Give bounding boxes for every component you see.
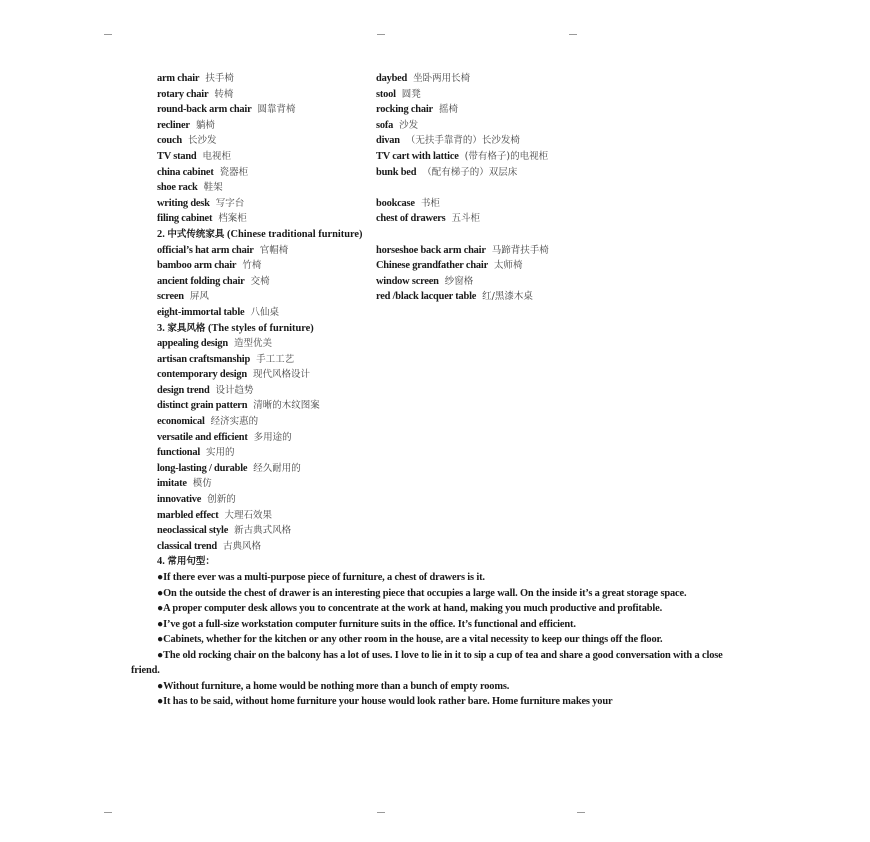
term-zh: 八仙桌 — [250, 306, 279, 318]
vocab-row — [157, 289, 757, 305]
example-sentence: ●If there ever was a multi-purpose piece of furniture, a chest of drawers is it. — [157, 572, 485, 583]
term-en: imitate — [157, 478, 187, 490]
vocab-row — [157, 102, 757, 118]
term-zh: 马蹄背扶手椅 — [491, 244, 549, 256]
vocab-row — [157, 461, 757, 477]
term-zh: 纱窗格 — [444, 275, 474, 287]
term-zh: 屏风 — [189, 291, 209, 303]
vocab-row — [157, 243, 757, 259]
term-zh: 长沙发 — [187, 135, 217, 147]
example-sentence: ●Cabinets, whether for the kitchen or any other room in the house, are a vital necessity to keep our things off the floor. — [157, 634, 663, 645]
term-en: shoe rack — [157, 182, 198, 194]
section-number: 4. — [157, 556, 165, 568]
term-zh: 沙发 — [399, 119, 419, 131]
term-en: round-back arm chair — [157, 104, 252, 116]
term-en: distinct grain pattern — [157, 400, 248, 412]
term-en: design trend — [157, 384, 210, 396]
term-zh: 清晰的木纹图案 — [253, 400, 320, 412]
term-en: daybed — [376, 73, 408, 84]
term-en: official’s hat arm chair — [157, 244, 254, 256]
vocabulary-list — [157, 71, 757, 570]
term-zh: 摇椅 — [438, 104, 458, 116]
vocab-row — [157, 196, 757, 212]
corner-mark-bottom-middle — [377, 812, 385, 813]
term-en: functional — [157, 447, 201, 459]
term-zh: 模仿 — [192, 478, 212, 490]
term-zh: 圆靠背椅 — [257, 104, 296, 116]
vocab-row — [157, 118, 757, 134]
section-title-zh: 家具风格 — [167, 322, 206, 334]
term-zh: 坐卧两用长椅 — [413, 73, 471, 84]
term-en: contemporary design — [157, 369, 247, 381]
vocab-row — [157, 336, 757, 352]
term-zh: 转椅 — [214, 88, 234, 100]
term-en: bamboo arm chair — [157, 260, 237, 272]
vocab-row — [157, 398, 757, 414]
term-zh: （无扶手靠背的）长沙发椅 — [405, 135, 520, 147]
corner-mark-top-middle — [377, 34, 385, 35]
term-zh: 红/黑漆木桌 — [482, 291, 533, 303]
term-en: filing cabinet — [157, 213, 213, 225]
term-zh: 书柜 — [420, 197, 440, 209]
term-en: divan — [376, 135, 400, 147]
term-zh: 写字台 — [215, 197, 245, 209]
term-zh: 太师椅 — [494, 260, 523, 272]
vocab-row — [157, 414, 757, 430]
term-en: Chinese grandfather chair — [376, 260, 488, 272]
term-zh: 创新的 — [207, 494, 236, 506]
term-zh: 现代风格设计 — [253, 369, 311, 381]
vocab-row — [157, 274, 757, 290]
term-en: economical — [157, 416, 205, 428]
section-title-zh: 常用句型： — [167, 556, 215, 568]
vocab-row — [157, 508, 757, 524]
term-zh: 竹椅 — [242, 260, 262, 272]
term-zh: 经济实惠的 — [210, 416, 259, 428]
term-zh: 新古典式风格 — [234, 525, 292, 537]
section-heading — [157, 321, 757, 337]
term-en: artisan craftsmanship — [157, 353, 251, 365]
term-zh: 电视柜 — [202, 150, 232, 162]
corner-mark-bottom-right — [577, 812, 585, 813]
term-en: writing desk — [157, 197, 210, 209]
term-zh: 官帽椅 — [259, 244, 289, 256]
vocab-row — [157, 305, 757, 321]
term-en: recliner — [157, 119, 190, 131]
vocab-row — [157, 258, 757, 274]
example-sentence: ●Without furniture, a home would be nothing more than a bunch of empty rooms. — [157, 680, 510, 692]
vocab-row — [157, 352, 757, 368]
term-zh: 瓷器柜 — [219, 166, 249, 178]
term-en: versatile and efficient — [157, 431, 248, 443]
vocab-row — [157, 476, 757, 492]
vocab-row — [157, 165, 757, 181]
vocab-row — [157, 133, 757, 149]
section-number: 2. — [157, 228, 165, 240]
vocab-row — [157, 71, 757, 87]
corner-mark-bottom-left — [104, 812, 112, 813]
term-zh: 鞋架 — [203, 182, 223, 194]
corner-mark-top-left — [104, 34, 112, 35]
term-zh: 交椅 — [250, 275, 270, 287]
vocab-row — [157, 539, 757, 555]
term-en: chest of drawers — [376, 213, 446, 225]
term-zh: 经久耐用的 — [253, 462, 301, 474]
example-sentences — [131, 570, 739, 710]
example-sentence: ●I’ve got a full-size workstation computer furniture suits in the office. It’s functional and efficient. — [157, 618, 576, 630]
vocab-row — [157, 180, 757, 196]
vocab-row — [157, 430, 757, 446]
term-en: china cabinet — [157, 166, 214, 178]
example-sentence: ●A proper computer desk allows you to concentrate at the work at hand, making you much productive and profitable. — [157, 603, 663, 614]
term-zh: 多用途的 — [253, 431, 292, 443]
vocab-row — [157, 523, 757, 539]
term-en: bunk bed — [376, 166, 417, 178]
term-zh: 手工工艺 — [256, 353, 295, 365]
term-zh: 大理石效果 — [224, 509, 273, 521]
term-en: eight-immortal table — [157, 306, 245, 318]
section-title-zh: 中式传统家具 — [167, 228, 225, 240]
term-zh: 造型优美 — [234, 338, 273, 350]
term-en: bookcase — [376, 197, 415, 209]
section-title-en: (The styles of furniture) — [208, 322, 314, 334]
term-en: rocking chair — [376, 104, 433, 116]
vocab-row — [157, 211, 757, 227]
section-title-en: (Chinese traditional furniture) — [227, 228, 363, 240]
term-zh: 圆凳 — [401, 88, 421, 100]
term-zh: 古典风格 — [223, 540, 262, 552]
vocab-row — [157, 367, 757, 383]
term-en: rotary chair — [157, 88, 209, 100]
term-en: horseshoe back arm chair — [376, 244, 486, 256]
section-number: 3. — [157, 322, 165, 334]
term-zh: 档案柜 — [218, 213, 247, 225]
term-en: arm chair — [157, 73, 200, 84]
term-en: stool — [376, 88, 396, 100]
vocab-row — [157, 87, 757, 103]
vocab-row — [157, 149, 757, 165]
term-en: sofa — [376, 119, 394, 131]
section-heading — [157, 227, 757, 243]
term-zh: 实用的 — [206, 447, 235, 459]
term-en: window screen — [376, 275, 439, 287]
term-en: ancient folding chair — [157, 275, 245, 287]
vocab-row — [157, 383, 757, 399]
term-en: red /black lacquer table — [376, 291, 477, 303]
term-zh: （配有梯子的）双层床 — [422, 166, 518, 178]
section-heading — [157, 554, 757, 570]
example-sentence: ●On the outside the chest of drawer is an interesting piece that occupies a large wall. On the inside it’s a great storage space. — [157, 587, 687, 599]
term-en: TV stand — [157, 150, 197, 162]
term-en: innovative — [157, 494, 202, 506]
term-en: marbled effect — [157, 509, 219, 521]
term-en: classical trend — [157, 540, 218, 552]
example-sentence: ●The old rocking chair on the balcony has a lot of uses. I love to lie in it to sip a cup of tea and share a good conversation with a close friend. — [131, 649, 723, 676]
example-sentence: ●It has to be said, without home furniture your house would look rather bare. Home furniture makes your — [157, 696, 613, 707]
term-en: screen — [157, 291, 184, 303]
term-en: couch — [157, 135, 182, 147]
vocab-row — [157, 445, 757, 461]
term-en: TV cart with lattice — [376, 150, 459, 162]
vocab-row — [157, 492, 757, 508]
corner-mark-top-right — [569, 34, 577, 35]
term-zh: 设计趋势 — [215, 384, 254, 396]
term-zh: 五斗柜 — [451, 213, 481, 225]
term-zh: 扶手椅 — [205, 73, 234, 84]
term-en: appealing design — [157, 338, 229, 350]
term-zh: 躺椅 — [195, 119, 215, 131]
term-zh: (带有格子)的电视柜 — [464, 150, 549, 162]
term-en: long-lasting / durable — [157, 462, 248, 474]
term-en: neoclassical style — [157, 525, 229, 537]
